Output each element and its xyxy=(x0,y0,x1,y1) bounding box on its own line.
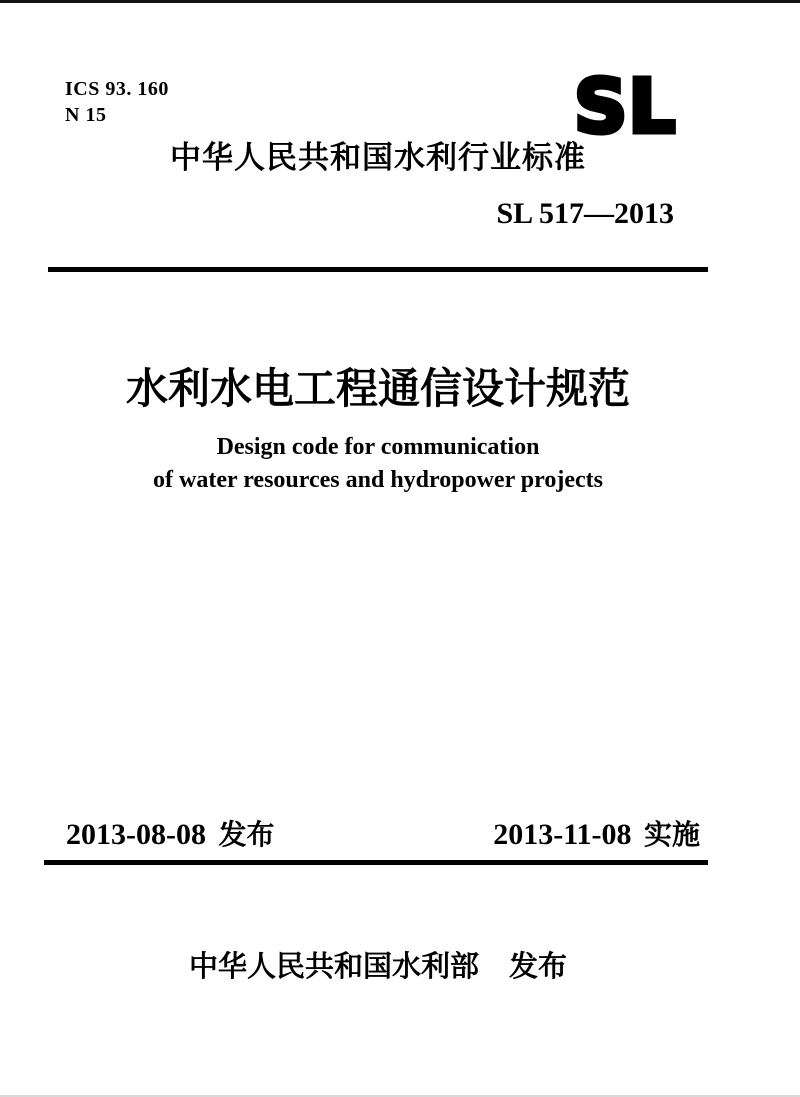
implement-date: 2013-11-08 xyxy=(493,818,632,851)
publisher-row xyxy=(48,951,708,984)
sl-logo: SL xyxy=(574,64,677,150)
document-title-en-line1: Design code for communication xyxy=(216,434,540,460)
publisher-action: 发布 xyxy=(509,951,568,983)
document-title-en xyxy=(48,431,708,497)
dates-row xyxy=(48,819,708,851)
ics-block xyxy=(65,76,169,128)
issue-date: 2013-08-08 xyxy=(66,818,206,851)
implement-date-label: 实施 xyxy=(643,819,700,850)
classification-code: N 15 xyxy=(65,104,107,126)
standard-number: SL 517—2013 xyxy=(496,197,674,230)
issue-date-label: 发布 xyxy=(218,819,275,850)
bottom-rule xyxy=(44,860,708,865)
document-title-en-line2: of water resources and hydropower projects xyxy=(153,467,603,493)
top-rule xyxy=(48,267,708,272)
publisher-name: 中华人民共和国水利部 xyxy=(188,951,479,983)
ics-code: ICS 93. 160 xyxy=(65,78,169,100)
implement-date-group xyxy=(493,819,700,851)
standard-type-heading: 中华人民共和国水利行业标准 xyxy=(170,140,586,175)
document-title-cn: 水利水电工程通信设计规范 xyxy=(125,365,630,412)
top-edge-line xyxy=(0,0,800,3)
issue-date-group xyxy=(66,819,274,851)
